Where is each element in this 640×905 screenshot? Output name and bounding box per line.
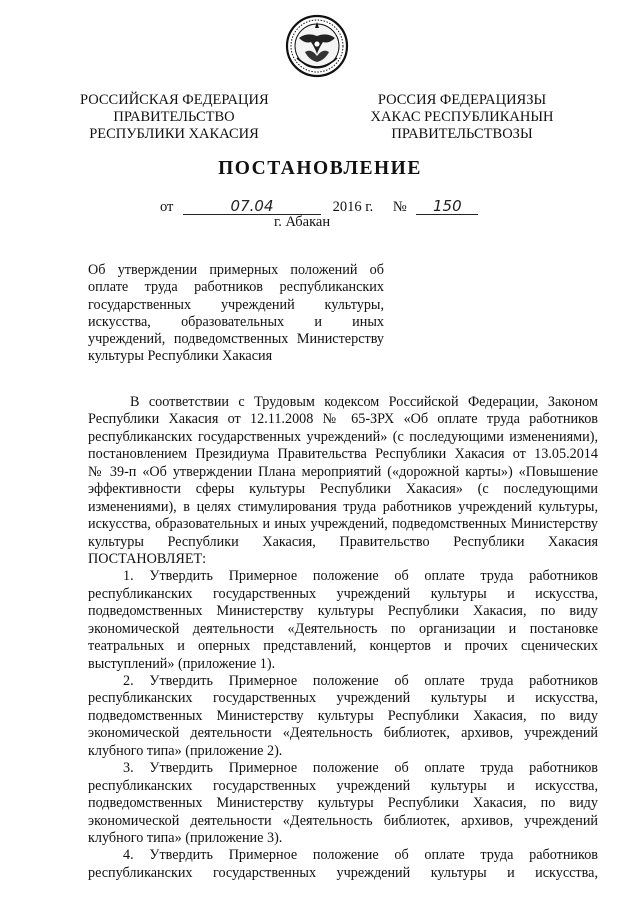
header-right-line: РОССИЯ ФЕДЕРАЦИЯЗЫ [377,92,547,108]
item-2-line: подведомственных Министерству культуры Республики Хакасия, по виду [88,707,598,724]
body-line: эффективности сферы культуры Республики Хакасия» (с последующими [88,481,598,498]
date-handwritten: 07.04 [183,198,321,215]
subject-line: учреждений, подведомственных Министерству [88,331,384,348]
header-left-block [80,92,268,143]
item-3-line: республиканских государственных учреждений культуры и искусства, [88,777,598,794]
item-1-line: подведомственных Министерству культуры Республики Хакасия, по виду [88,603,598,620]
item-2-line: 2. Утвердить Примерное положение об оплате труда работников [123,673,598,689]
item-1-line: 1. Утвердить Примерное положение об оплате труда работников [123,568,598,585]
subject-block [88,262,384,366]
item-1-line: выступлений» (приложение 1). [88,655,276,672]
coat-of-arms-emblem-icon [285,14,349,78]
header-left-line: ПРАВИТЕЛЬСТВО [113,109,235,125]
item-1-line: театральных и оперных представлений, концертов и прочих сценических [88,638,598,655]
body-line: № 39-п «Об утверждении Плана мероприятий («дорожной карты») «Повышение [88,463,598,480]
body-line: искусства, образовательных и иных учреждений, подведомственных Министерству [88,516,598,533]
body-line: республиканских государственных учреждений» (с последующими изменениями), [88,428,598,445]
header-right-line: ПРАВИТЕЛЬСТВОЗЫ [391,126,533,142]
document-body [88,394,598,882]
item-2-line: клубного типа» (приложение 2). [88,742,283,759]
number-handwritten: 150 [416,198,478,215]
header-right-line: ХАКАС РЕСПУБЛИКАНЫН [370,109,554,125]
item-4-line: 4. Утвердить Примерное положение об оплате труда работников [123,847,598,864]
subject-line: Об утверждении примерных положений об [88,262,384,278]
body-line: культуры Республики Хакасия, Правительство Республики Хакасия [88,533,598,550]
header-left-line: РОССИЙСКАЯ ФЕДЕРАЦИЯ [80,92,269,108]
subject-line: государственных учреждений культуры, [88,296,384,313]
document-title: ПОСТАНОВЛЕНИЕ [218,158,422,179]
item-2-line: экономической деятельности «Деятельность библиотек, архивов, учреждений [88,725,598,742]
header-left-line: РЕСПУБЛИКИ ХАКАСИЯ [89,126,259,142]
body-line: В соответствии с Трудовым кодексом Российской Федерации, Законом [130,394,598,410]
item-3-line: подведомственных Министерству культуры Республики Хакасия, по виду [88,795,598,812]
item-2-line: республиканских государственных учреждений культуры и искусства, [88,690,598,707]
subject-line: оплате труда работников республиканских [88,279,384,296]
item-3-line: 3. Утвердить Примерное положение об оплате труда работников [123,760,598,777]
city-label: г. Абакан [274,214,331,230]
item-3-line: экономической деятельности «Деятельность библиотек, архивов, учреждений [88,812,598,829]
date-prefix: от [160,199,174,215]
subject-line: культуры Республики Хакасия [88,348,273,365]
item-4-line: республиканских государственных учреждений культуры и искусства, [88,864,598,881]
body-line: ПОСТАНОВЛЯЕТ: [88,550,207,567]
body-line: постановлением Президиума Правительства Республики Хакасия от 13.05.2014 [88,446,598,463]
body-line: Республики Хакасия от 12.11.2008 № 65-ЗРХ «Об оплате труда работников [88,411,598,428]
subject-line: искусства, образовательных и иных [88,313,384,330]
body-line: изменениями), в целях стимулирования труда работников учреждений культуры, [88,498,598,515]
item-1-line: республиканских государственных учреждений культуры и искусства, [88,585,598,602]
header-right-block [362,92,562,143]
number-sign: № [392,199,407,215]
item-3-line: клубного типа» (приложение 3). [88,829,283,846]
item-1-line: экономической деятельности «Деятельность по организации и постановке [88,620,598,637]
date-year: 2016 г. [332,199,374,215]
